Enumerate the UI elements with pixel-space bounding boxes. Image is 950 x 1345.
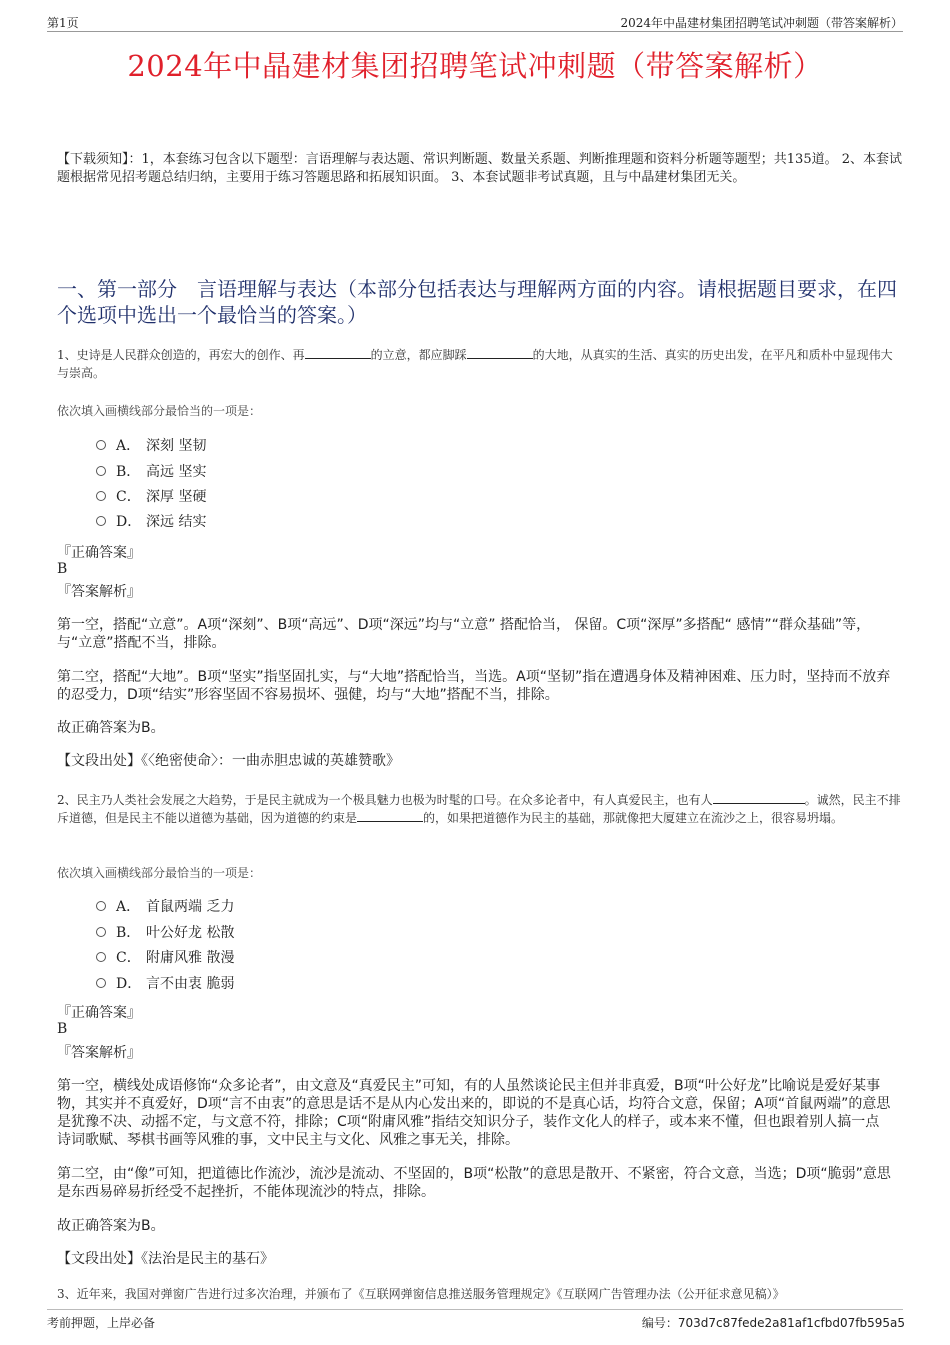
q2-option-a[interactable]: A． 首鼠两端 乏力 xyxy=(96,897,234,917)
radio-icon[interactable] xyxy=(96,901,106,911)
q1-text-b: 的立意，都应脚踩 xyxy=(370,348,467,362)
q2-prompt: 依次填入画横线部分最恰当的一项是： xyxy=(57,866,262,880)
radio-icon[interactable] xyxy=(96,491,106,501)
q2-conclusion: 故正确答案为B。 xyxy=(57,1218,165,1234)
q2-blank-1 xyxy=(713,791,805,804)
q2-text-a: 2、民主乃人类社会发展之大趋势，于是民主就成为一个极具魅力也极为时髦的口号。在众多论者中，有人真爱民主，也有人 xyxy=(57,793,713,807)
q2-analysis-1: 第一空，横线处成语修饰“众多论者”，由文意及“真爱民主”可知，有的人虽然谈论民主但并非真爱，B项“叶公好龙”比喻说是爱好某事物，其实并不真爱好，D项“言不由衷”的意思是话不是从内心发出来的，即说的不是真心话，均符合文意，保留；A项“首鼠两端”的意思是犹豫不决、动摇不定，与文意不符，排除；C项“附庸风雅”指结交知识分子，装作文化人的样子，或本来不懂，但也跟着别人搞一点诗词歌赋、琴棋书画等风雅的事，文中民主与文化、风雅之事无关，排除。 xyxy=(57,1078,891,1148)
question-1-stem xyxy=(57,346,902,382)
question-3-stem: 3、近年来，我国对弹窗广告进行过多次治理，并颁布了《互联网弹窗信息推送服务管理规定》《互联网广告管理办法（公开征求意见稿）》 xyxy=(57,1287,785,1301)
q1-answer: B xyxy=(57,561,68,577)
q2-option-c[interactable]: C． 附庸风雅 散漫 xyxy=(96,948,234,968)
radio-icon[interactable] xyxy=(96,440,106,450)
q2-text-b: 。诚然，民主不排斥道德，但是民主不能以道德为基础，因为道德的约束是 xyxy=(57,793,901,825)
radio-icon[interactable] xyxy=(96,978,106,988)
section-heading: 一、第一部分 言语理解与表达（本部分包括表达与理解两方面的内容。请根据题目要求，在四个选项中选出一个最恰当的答案。） xyxy=(57,277,897,327)
question-2-stem xyxy=(57,791,902,827)
q1-analysis-2: 第二空，搭配“大地”。B项“坚实”指坚固扎实，与“大地”搭配恰当，当选。A项“坚韧”指在遭遇身体及精神困难、压力时，坚持而不放弃的忍受力，D项“结实”形容坚固不容易损坏、强健，均与“大地”搭配不当，排除。 xyxy=(57,669,891,703)
q1-analysis-1: 第一空，搭配“立意”。A项“深刻”、B项“高远”、D项“深远”均与“立意” 搭配恰当， 保留。C项“深厚”多搭配“ 感情”“群众基础”等，与“立意”搭配不当，排除。 xyxy=(57,617,871,651)
document-code: 编号：703d7c87fede2a81af1cfbd07fb595a5 xyxy=(641,1316,905,1330)
header-divider xyxy=(47,31,903,32)
q2-answer-label: 『正确答案』 xyxy=(57,1005,141,1021)
download-notice: 【下载须知】：1，本套练习包含以下题型：言语理解与表达题、常识判断题、数量关系题、判断推理题和资料分析题等题型；共135道。 2、本套试题根据常见招考题总结归纳，主要用于练习答题思路和拓展知识面。 3、本套试题非考试真题，且与中晶建材集团无关。 xyxy=(57,152,902,185)
footer-divider xyxy=(47,1309,903,1310)
radio-icon[interactable] xyxy=(96,516,106,526)
footer-slogan: 考前押题，上岸必备 xyxy=(47,1316,156,1330)
q2-analysis-label: 『答案解析』 xyxy=(57,1045,141,1061)
q1-conclusion: 故正确答案为B。 xyxy=(57,720,165,736)
radio-icon[interactable] xyxy=(96,466,106,476)
q1-answer-label: 『正确答案』 xyxy=(57,545,141,561)
q2-source: 【文段出处】《法治是民主的基石》 xyxy=(57,1251,274,1267)
header-doc-title: 2024年中晶建材集团招聘笔试冲刺题（带答案解析） xyxy=(620,16,903,30)
radio-icon[interactable] xyxy=(96,927,106,937)
q1-source: 【文段出处】《〈绝密使命〉：一曲赤胆忠诚的英雄赞歌》 xyxy=(57,753,400,769)
q2-analysis-2: 第二空，由“像”可知，把道德比作流沙，流沙是流动、不坚固的，B项“松散”的意思是散开、不紧密，符合文意，当选；D项“脆弱”意思是东西易碎易折经受不起挫折，不能体现流沙的特点，排除。 xyxy=(57,1166,891,1200)
q1-analysis-label: 『答案解析』 xyxy=(57,584,141,600)
q1-blank-1 xyxy=(305,346,371,359)
q1-text-a: 1、史诗是人民群众创造的，再宏大的创作、再 xyxy=(57,348,305,362)
q1-option-a[interactable]: A． 深刻 坚韧 xyxy=(96,436,206,456)
page-title: 2024年中晶建材集团招聘笔试冲刺题（带答案解析） xyxy=(127,49,823,83)
q2-option-d[interactable]: D． 言不由衷 脆弱 xyxy=(96,974,234,994)
q2-blank-2 xyxy=(357,809,423,822)
q1-prompt: 依次填入画横线部分最恰当的一项是： xyxy=(57,404,262,418)
q1-option-d[interactable]: D． 深远 结实 xyxy=(96,512,206,532)
q2-option-b[interactable]: B． 叶公好龙 松散 xyxy=(96,923,234,943)
page-number: 第1页 xyxy=(47,16,79,30)
q2-text-c: 的，如果把道德作为民主的基础，那就像把大厦建立在流沙之上，很容易坍塌。 xyxy=(423,811,844,825)
q1-option-b[interactable]: B． 高远 坚实 xyxy=(96,462,206,482)
q2-answer: B xyxy=(57,1021,68,1037)
q1-text-c: 的大地，从真实的生活、真实的历史出发，在平凡和质朴中显现伟大与崇高。 xyxy=(57,348,893,380)
q1-blank-2 xyxy=(467,346,533,359)
radio-icon[interactable] xyxy=(96,952,106,962)
q1-option-c[interactable]: C． 深厚 坚硬 xyxy=(96,487,206,507)
